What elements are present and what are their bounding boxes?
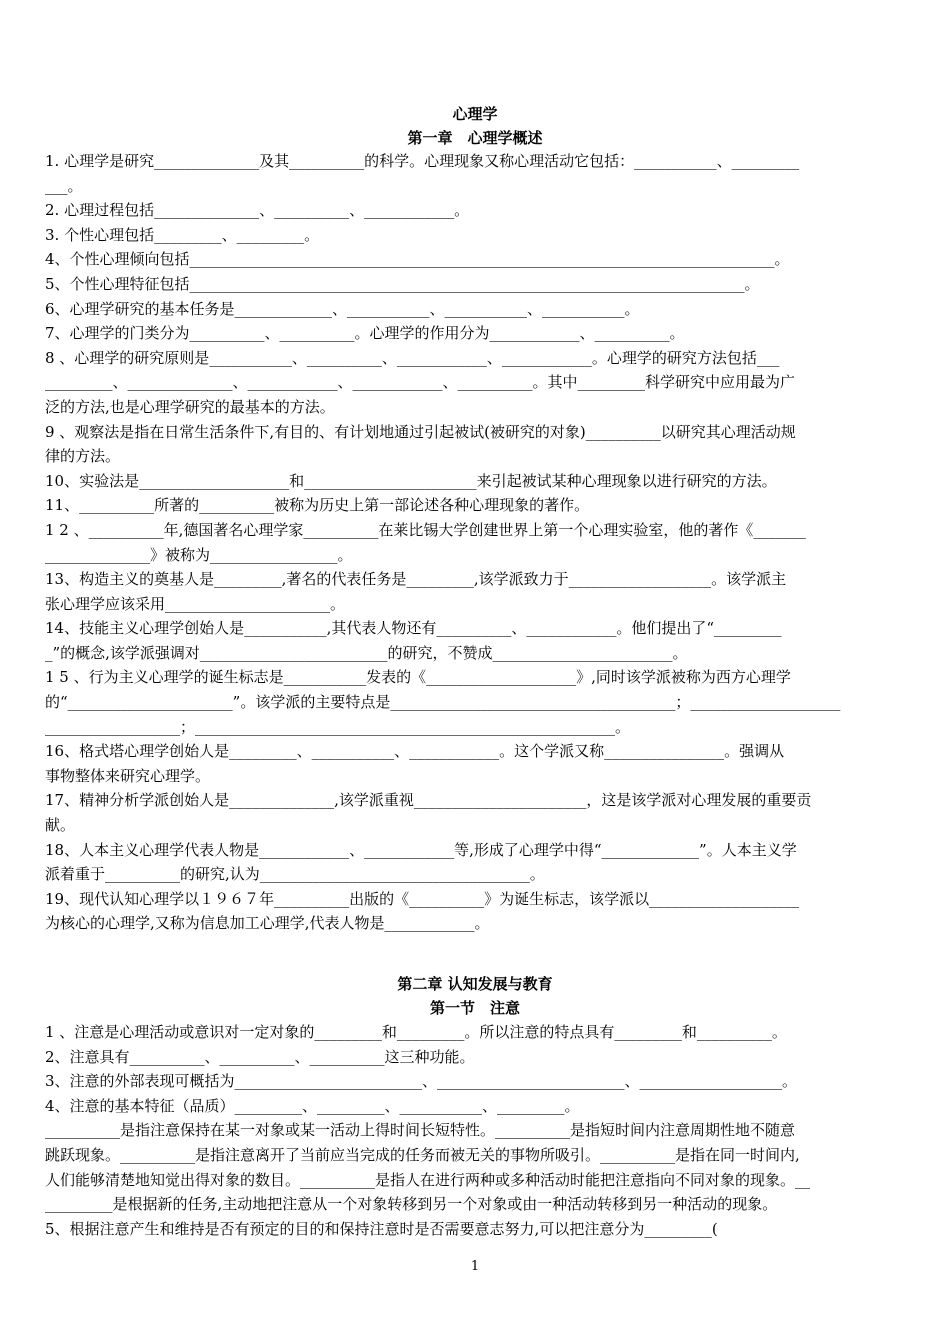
text-line: 1 5 、行为主义心理学的诞生标志是___________发表的《____________________》,同时该学派被称为西方心理学 — [45, 668, 791, 687]
text-line: 6、心理学研究的基本任务是_____________、___________、___________、___________。 — [45, 299, 640, 318]
text-line: 3. 个性心理包括_________、_________。 — [45, 225, 320, 244]
text-line: 17、精神分析学派创始人是______________,该学派重视_______________________，这是该学派对心理发展的重要贡 — [45, 791, 812, 810]
text-line: 5、根据注意产生和维持是否有预定的目的和保持注意时是否需要意志努力,可以把注意分为_________( — [45, 1219, 718, 1238]
text-line: 人们能够清楚地知觉出得对象的数目。__________是指人在进行两种或多种活动时能把注意指向不同对象的现象。__ — [45, 1170, 811, 1189]
text-line: 事物整体来研究心理学。 — [45, 766, 211, 785]
text-line: 11、__________所著的__________被称为历史上第一部论述各种心理现象的著作。 — [45, 496, 590, 515]
text-line: _________是根据新的任务,主动地把注意从一个对象转移到另一个对象或由一种活动转移到另一种活动的现象。 — [45, 1195, 778, 1214]
text-line: 10、实验法是____________________和_______________________来引起被试某种心理现象以进行研究的方法。 — [45, 471, 777, 490]
text-line: 张心理学应该采用______________________。 — [45, 594, 346, 613]
chapter1-heading: 第一章 心理学概述 — [407, 129, 543, 147]
document-title: 心理学 — [452, 105, 498, 123]
chapter2-section-heading: 第一节 注意 — [429, 999, 520, 1017]
text-line: 献。 — [45, 816, 76, 835]
text-line: 1 2 、__________年,德国著名心理学家__________在莱比锡大学创建世界上第一个心理实验室，他的著作《_______ — [45, 520, 806, 539]
text-line: 18、人本主义心理学代表人物是____________、____________等,形成了心理学中得“_____________”。人本主义学 — [45, 840, 797, 859]
text-line: __________是指注意保持在某一对象或某一活动上得时间长短特性。__________是指短时间内注意周期性地不随意 — [45, 1121, 796, 1140]
text-line: 律的方法。 — [45, 447, 121, 466]
text-line: _________、______________、____________、____________、__________。其中_________科学研究中应用最为广 — [45, 373, 796, 392]
text-line: __________________；________________________________________________________。 — [45, 717, 631, 736]
text-line: 1 、注意是心理活动或意识对一定对象的_________和_________。所以注意的特点具有_________和__________。 — [45, 1023, 787, 1041]
text-line: 13、构造主义的奠基人是_________,著名的代表任务是_________,该学派致力于___________________。该学派主 — [45, 570, 787, 589]
text-line: 19、现代认知心理学以１９６７年__________出版的《__________》为诞生标志，该学派以____________________ — [45, 889, 800, 908]
text-line: 的“______________________”。该学派的主要特点是______________________________________；____________________ — [45, 693, 841, 712]
chapter2-heading: 第二章 认知发展与教育 — [397, 975, 553, 993]
text-line: 3、注意的外部表现可概括为_________________________、_________________________、___________________。 — [45, 1072, 798, 1091]
text-line: 14、技能主义心理学创始人是___________,其代表人物还有__________、____________。他们提出了“_________ — [45, 619, 782, 638]
text-line: 9 、观察法是指在日常生活条件下,有目的、有计划地通过引起被试(被研究的对象)__________以研究其心理活动规 — [45, 422, 796, 441]
text-line: 4、个性心理倾向包括______________________________________________________________________________。 — [45, 250, 790, 269]
page-number: 1 — [470, 1259, 480, 1274]
text-line: ___。 — [45, 176, 83, 195]
text-line: 7、心理学的门类分为__________、__________。心理学的作用分为____________、__________。 — [45, 324, 685, 343]
text-line: 泛的方法,也是心理学研究的最基本的方法。 — [45, 397, 335, 416]
text-line: 跳跃现象。__________是指注意离开了当前应当完成的任务而被无关的事物所吸引。__________是指在同一时间内, — [45, 1145, 800, 1164]
text-line: 派着重于__________的研究,认为____________________________________。 — [45, 865, 545, 884]
text-line: 8 、心理学的研究原则是___________、__________、____________、____________。心理学的研究方法包括___ — [45, 348, 780, 367]
chapter1-body — [45, 149, 910, 936]
chapter2-body — [45, 1020, 910, 1241]
text-line: ______________》被称为_________________。 — [45, 545, 353, 564]
text-line: _”的概念,该学派强调对_________________________的研究，不赞成________________________。 — [45, 643, 688, 662]
text-line: 4、注意的基本特征（品质）_________、_________、___________、_________。 — [45, 1096, 580, 1115]
text-line: 5、个性心理特征包括__________________________________________________________________________。 — [45, 274, 760, 293]
text-line: 1. 心理学是研究______________及其__________的科学。心理现象又称心理活动它包括：___________、_________ — [45, 152, 800, 170]
text-line: 2、注意具有__________、__________、__________这三种功能。 — [45, 1047, 475, 1066]
text-line: 16、格式塔心理学创始人是_________、___________、____________。这个学派又称________________。强调从 — [45, 742, 785, 761]
text-line: 为核心的心理学,又称为信息加工心理学,代表人物是____________。 — [45, 914, 490, 933]
text-line: 2. 心理过程包括______________、__________、____________。 — [45, 201, 470, 220]
